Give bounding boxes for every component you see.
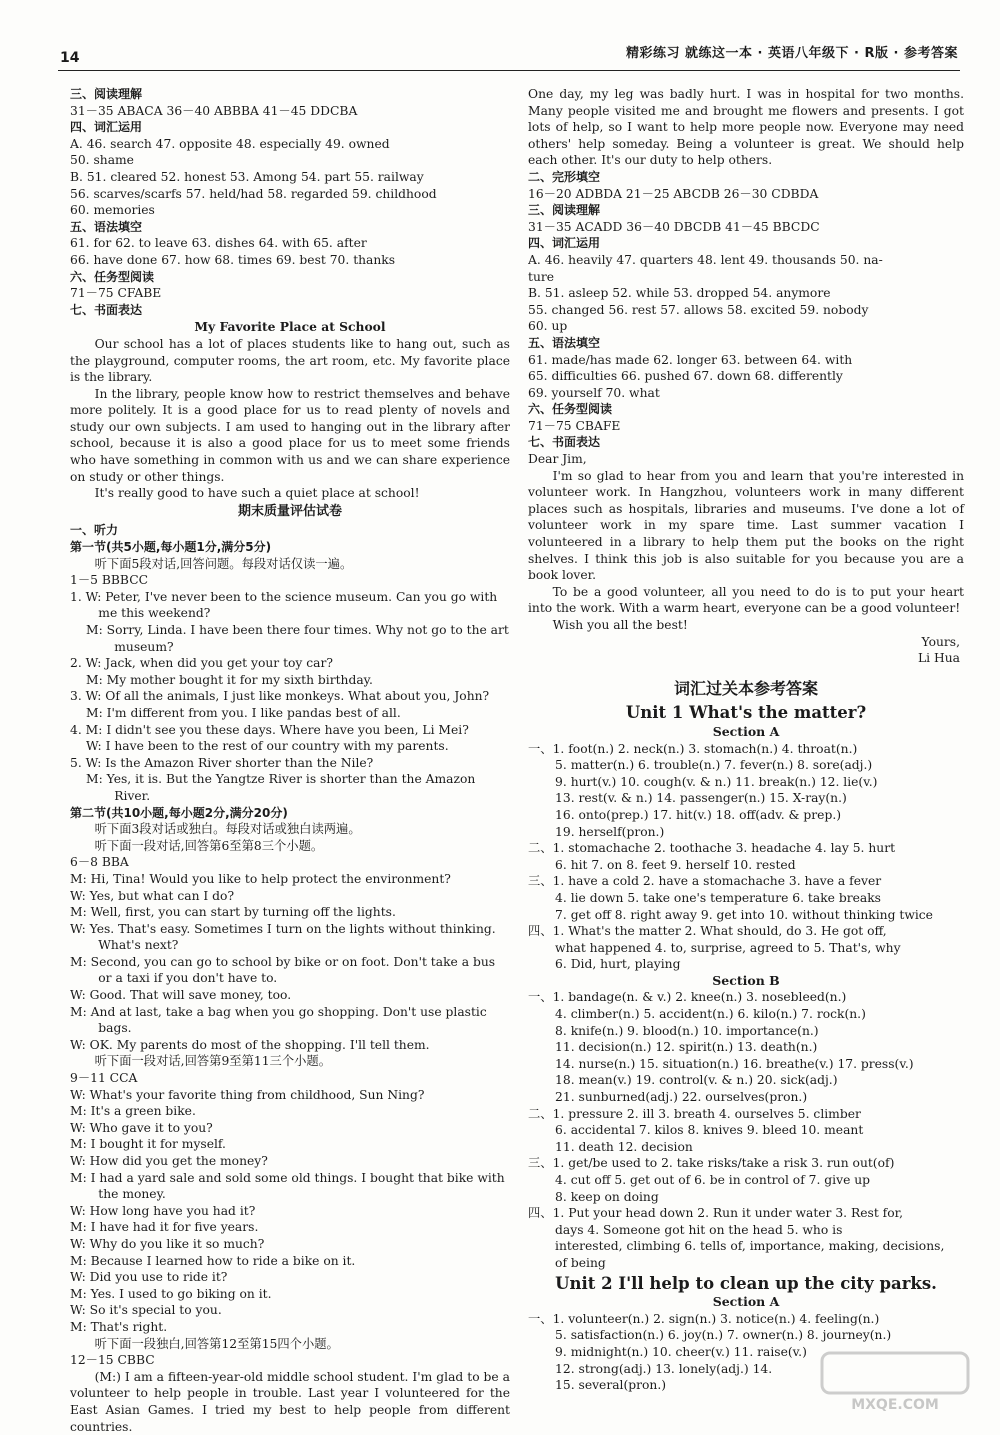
answer-line: A. 46. search 47. opposite 48. especially 49. owned — [70, 136, 390, 151]
dialog-text: Yes. That's easy. Sometimes I turn on the lights without thinking. What's next? — [89, 921, 496, 953]
answer-line: days 4. Someone got hit on the head 5. who is — [555, 1222, 843, 1237]
dialog-line — [70, 1286, 510, 1303]
answer-line: 四、1. What's the matter 2. What should, do 3. He got off, — [528, 924, 887, 939]
instruction: 听下面一段对话,回答第6至第8三个小题。 — [94, 838, 324, 853]
answer-line: 12－15 CBBC — [70, 1353, 155, 1368]
dialog-line — [70, 1319, 510, 1336]
dialog-line — [70, 1103, 510, 1120]
answer-line: 一、1. volunteer(n.) 2. sign(n.) 3. notice(n.) 4. feeling(n.) — [528, 1311, 880, 1326]
vocab-answers-title: 词汇过关本参考答案 — [673, 678, 818, 698]
dialog-line — [70, 655, 510, 672]
section-heading: 二、完形填空 — [528, 169, 601, 184]
letter-greeting: Dear Jim, — [528, 452, 587, 467]
speaker-label: M: — [70, 1137, 87, 1152]
answer-line: 4. climber(n.) 5. accident(n.) 6. kilo(n.) 7. rock(n.) — [555, 1007, 866, 1022]
letter-signature: Li Hua — [918, 651, 960, 666]
letter-paragraph: I'm so glad to hear from you and learn that you're interested in volunteer work. In Hangzhou, volunteers work in many different places such as hospitals, libraries and museums. I've done a lot of volunteer work in my spare time. Last summer vacation I volunteered in a library to help them put the books on the right shelves. I think this job is also suitable for you because you are a book lover. — [528, 468, 964, 583]
dialog-text: How long have you had it? — [89, 1203, 256, 1218]
essay-paragraph: Our school has a lot of places students like to hang out, such as the playground, computer rooms, the art room, etc. My favorite place is the library. — [70, 336, 510, 385]
speaker-label: M: — [70, 1004, 87, 1019]
dialog-line — [70, 771, 510, 804]
answer-line: 6－8 BBA — [70, 855, 129, 870]
dialog-line — [70, 672, 510, 689]
answer-line: 9－11 CCA — [70, 1071, 138, 1086]
dialog-text: I bought it for myself. — [90, 1137, 226, 1152]
letter-closing: Yours, — [921, 634, 960, 649]
dialog-text: Peter, I've never been to the science museum. Can you go with me this weekend? — [98, 589, 498, 621]
instruction: 听下面一段对话,回答第9至第11三个小题。 — [94, 1054, 332, 1069]
dialog-text: Of all the animals, I just like monkeys. What about you, John? — [105, 689, 490, 704]
dialog-line — [70, 1302, 510, 1319]
answer-line: 4. lie down 5. take one's temperature 6. take breaks — [555, 890, 881, 905]
dialog-line — [70, 987, 510, 1004]
dialog-line — [70, 1120, 510, 1137]
section-title: Section A — [712, 1294, 780, 1310]
dialog-text: Yes, but what can I do? — [89, 888, 235, 903]
dialog-line — [70, 1004, 510, 1037]
instruction: 听下面3段对话或独白。每段对话或独白读两遍。 — [94, 822, 361, 837]
header-rule — [58, 70, 960, 71]
instruction: 听下面一段独白,回答第12至第15四个小题。 — [94, 1336, 339, 1351]
essay-paragraph: It's really good to have such a quiet place at school! — [94, 486, 420, 501]
answer-line: 4. cut off 5. get out of 6. be in control of 7. give up — [555, 1173, 871, 1187]
answer-line: 5. matter(n.) 6. trouble(n.) 7. fever(n.) 8. sore(adj.) — [555, 758, 873, 773]
answer-line: 65. difficulties 66. pushed 67. down 68. differently — [528, 369, 843, 384]
speaker-label: M: — [70, 1319, 87, 1334]
answer-line: 16. onto(prep.) 17. hit(v.) 18. off(adv. & prep.) — [555, 807, 842, 822]
speaker-label: M: — [70, 1104, 87, 1119]
letter-paragraph: Wish you all the best! — [552, 618, 688, 632]
answer-line: 66. have done 67. how 68. times 69. best 70. thanks — [70, 252, 396, 267]
answer-line: 5. satisfaction(n.) 6. joy(n.) 7. owner(n.) 8. journey(n.) — [555, 1328, 892, 1343]
speaker-label: W: — [70, 921, 86, 936]
dialog-line — [70, 954, 510, 987]
speaker-label: M: — [70, 1253, 87, 1268]
dialog-text: Hi, Tina! Would you like to help protect the environment? — [90, 871, 451, 886]
dialog-line — [70, 738, 510, 755]
dialog-line — [70, 904, 510, 921]
dialog-line — [70, 1236, 510, 1253]
dialog-line — [70, 921, 510, 954]
dialog-line — [70, 1087, 510, 1104]
dialog-text: Second, you can go to school by bike or on foot. Don't take a bus or a taxi if you don't have to. — [90, 954, 496, 986]
answer-line: B. 51. cleared 52. honest 53. Among 54. part 55. railway — [70, 169, 424, 184]
speaker-label: M: — [70, 1220, 87, 1235]
dialog-text: It's a green bike. — [90, 1104, 196, 1119]
dialog-line — [70, 589, 510, 622]
dialog-text: I'm different from you. I like pandas best of all. — [106, 705, 401, 720]
essay-title: My Favorite Place at School — [194, 319, 386, 335]
dialog-text: How did you get the money? — [89, 1154, 268, 1168]
answer-line: B. 51. asleep 52. while 53. dropped 54. anymore — [528, 286, 831, 301]
answer-line: 61. made/has made 62. longer 63. between 64. with — [528, 352, 853, 367]
answer-line: 71－75 CFABE — [70, 286, 162, 301]
answer-line: 31－35 ACADD 36－40 DBCDB 41－45 BBCDC — [528, 219, 820, 234]
essay-paragraph: In the library, people know how to restrict themselves and behave more politely. It is a good place for us to read plenty of novels and study our own subjects. I am used to hanging out in the library after school, because it is also a good place for us to meet some friends who have something in common with us and we can share experience on study or other things. — [70, 386, 510, 484]
section-heading: 五、语法填空 — [70, 219, 143, 234]
speaker-label: M: — [85, 623, 103, 637]
answer-line: of being — [555, 1255, 606, 1270]
dialog-list-6-8 — [70, 871, 510, 1054]
answer-line: 二、1. stomachache 2. toothache 3. headache 4. lay 5. hurt — [528, 841, 896, 856]
vocab-answers — [70, 136, 510, 219]
unit1-section-a-answers — [528, 741, 964, 973]
section-heading: 六、任务型阅读 — [528, 402, 613, 417]
section-heading: 四、词汇运用 — [70, 120, 143, 135]
answer-line: 16－20 ADBDA 21－25 ABCDB 26－30 CDBDA — [528, 186, 819, 201]
answer-line: 1－5 BBBCC — [70, 573, 149, 588]
answer-line: 8. knife(n.) 9. blood(n.) 10. importance(n.) — [555, 1023, 819, 1038]
part-heading: 第二节(共10小题,每小题2分,满分20分) — [70, 805, 288, 820]
dialog-line — [70, 755, 510, 772]
dialog-text: I have had it for five years. — [90, 1220, 259, 1235]
exam-title: 期末质量评估试卷 — [237, 503, 342, 519]
dialog-text: My mother bought it for my sixth birthday. — [106, 672, 373, 687]
speaker-label: W: — [70, 1154, 86, 1168]
section-heading: 五、语法填空 — [528, 335, 601, 350]
speaker-label: W: — [70, 1087, 86, 1102]
answer-line: 60. up — [528, 319, 568, 334]
answer-line: 56. scarves/scarfs 57. held/had 58. regarded 59. childhood — [70, 186, 437, 201]
answer-line: 7. get off 8. right away 9. get into 10. without thinking twice — [555, 907, 933, 922]
speaker-label: W: — [70, 1270, 86, 1285]
speaker-label: W: — [70, 1037, 86, 1052]
unit-title: Unit 1 What's the matter? — [625, 703, 867, 723]
speaker-label: M: — [70, 905, 87, 920]
dialog-text: Did you use to ride it? — [89, 1270, 228, 1285]
answer-line: 8. keep on doing — [555, 1189, 659, 1204]
speaker-label: 4. M: — [70, 722, 103, 737]
answer-line: 四、1. Put your head down 2. Run it under water 3. Rest for, — [528, 1206, 904, 1221]
speaker-label: 1. W: — [70, 589, 102, 604]
speaker-label: 5. W: — [70, 755, 102, 770]
dialog-line — [70, 1170, 510, 1203]
section-title: Section A — [712, 723, 780, 739]
dialog-line — [70, 1219, 510, 1236]
dialog-text: Yes. I used to go biking on it. — [90, 1286, 272, 1301]
monologue: (M:) I am a fifteen-year-old middle school student. I'm glad to be a volunteer to help people in trouble. Last year I volunteered for the East Asian Games. I tried my best to help people from different countries. — [70, 1369, 510, 1434]
letter-paragraph: To be a good volunteer, all you need to do is to put your heart into the work. With a warm heart, everyone can be a good volunteer! — [528, 584, 964, 616]
section-heading: 七、书面表达 — [70, 302, 143, 317]
dialog-list-1-5 — [70, 589, 510, 805]
dialog-line — [70, 1153, 510, 1170]
dialog-text: Yes, it is. But the Yangtze River is shorter than the Amazon River. — [106, 772, 476, 803]
answer-line: interested, climbing 6. tells of, importance, making, decisions, — [555, 1239, 945, 1254]
section-title: Section B — [712, 972, 780, 988]
section-heading: 三、阅读理解 — [528, 203, 601, 218]
speaker-label: 2. W: — [70, 656, 102, 671]
right-column — [528, 86, 964, 1394]
dialog-text: Jack, when did you get your toy car? — [105, 656, 333, 671]
dialog-line — [70, 722, 510, 739]
answer-line: 一、1. bandage(n. & v.) 2. knee(n.) 3. nosebleed(n.) — [528, 990, 847, 1005]
speaker-label: W: — [70, 1203, 86, 1218]
answer-line: 21. sunburned(adj.) 22. ourselves(pron.) — [555, 1090, 808, 1105]
answer-line: 11. death 12. decision — [555, 1139, 693, 1154]
dialog-list-9-11 — [70, 1087, 510, 1336]
dialog-text: I had a yard sale and sold some old things. I bought that bike with the money. — [90, 1170, 505, 1202]
dialog-text: So it's special to you. — [89, 1303, 222, 1318]
dialog-line — [70, 1037, 510, 1054]
answer-line: 15. several(pron.) — [555, 1378, 667, 1393]
answer-line: 12. strong(adj.) 13. lonely(adj.) 14. — [555, 1361, 773, 1376]
speaker-label: 3. W: — [70, 689, 102, 704]
speaker-label: M: — [70, 954, 87, 969]
dialog-text: Well, first, you can start by turning off the lights. — [90, 905, 396, 920]
dialog-text: I didn't see you these days. Where have you been, Li Mei? — [106, 722, 469, 737]
speaker-label: W: — [70, 1303, 86, 1318]
answer-line: 71－75 CBAFE — [528, 418, 621, 433]
section-heading: 一、听力 — [70, 523, 119, 538]
dialog-line — [70, 1269, 510, 1286]
speaker-label: M: — [85, 772, 103, 787]
answer-line: 6. hit 7. on 8. feet 9. herself 10. rested — [555, 857, 796, 872]
answer-line: 60. memories — [70, 203, 155, 218]
speaker-label: M: — [70, 1170, 87, 1185]
left-column — [70, 86, 510, 1435]
answer-line: 6. accidental 7. kilos 8. knives 9. bleed 10. meant — [555, 1123, 864, 1138]
answer-line: 三、1. get/be used to 2. take risks/take a risk 3. run out(of) — [528, 1156, 895, 1171]
dialog-text: Who gave it to you? — [89, 1120, 213, 1135]
speaker-label: W: — [70, 1236, 86, 1251]
answer-line: 50. shame — [70, 153, 134, 168]
answer-line: 6. Did, hurt, playing — [555, 957, 681, 972]
dialog-line — [70, 1253, 510, 1270]
answer-line: 二、1. pressure 2. ill 3. breath 4. ourselves 5. climber — [528, 1106, 861, 1121]
dialog-line — [70, 1136, 510, 1153]
answer-line: 三、1. have a cold 2. have a stomachache 3. have a fever — [528, 874, 882, 889]
dialog-line — [70, 705, 510, 722]
answer-line: 9. hurt(v.) 10. cough(v. & n.) 11. break(n.) 12. lie(v.) — [555, 774, 878, 789]
speaker-label: M: — [70, 1286, 87, 1301]
answer-line: 19. herself(pron.) — [555, 824, 665, 839]
answer-line: ture — [528, 269, 555, 284]
answer-line: 9. midnight(n.) 10. cheer(v.) 11. raise(v.) — [555, 1344, 807, 1359]
section-heading: 三、阅读理解 — [70, 87, 143, 101]
dialog-line — [70, 688, 510, 705]
dialog-text: Is the Amazon River shorter than the Nile? — [105, 755, 374, 770]
answer-line: what happened 4. to, surprise, agreed to 5. That's, why — [555, 940, 901, 955]
monologue-continued: One day, my leg was badly hurt. I was in hospital for two months. Many people visited me and brought me flowers and presents. I got lots of help, so I want to help more people now. Everyone may need others' help someday. Being a volunteer is great. We should help each other. It's our duty to help others. — [528, 87, 964, 168]
dialog-text: Good. That will save money, too. — [89, 988, 292, 1003]
speaker-label: W: — [70, 1120, 86, 1135]
answer-line: 61. for 62. to leave 63. dishes 64. with 65. after — [70, 236, 367, 251]
dialog-text: I have been to the rest of our country with my parents. — [105, 739, 449, 754]
speaker-label: M: — [85, 705, 103, 720]
dialog-text: Sorry, Linda. I have been there four times. Why not go to the art museum? — [106, 623, 509, 654]
dialog-text: Because I learned how to ride a bike on it. — [90, 1253, 356, 1268]
part-heading: 第一节(共5小题,每小题1分,满分5分) — [70, 540, 272, 555]
answer-line: 14. nurse(n.) 15. situation(n.) 16. breathe(v.) 17. press(v.) — [555, 1056, 914, 1071]
answer-line: 55. changed 56. rest 57. allows 58. excited 59. nobody — [528, 302, 869, 317]
dialog-text: Why do you like it so much? — [89, 1236, 265, 1251]
answer-line: 一、1. foot(n.) 2. neck(n.) 3. stomach(n.) 4. throat(n.) — [528, 741, 858, 756]
answer-line: 18. mean(v.) 19. control(v. & n.) 20. sick(adj.) — [555, 1073, 838, 1088]
watermark-logo — [820, 1351, 970, 1415]
speaker-label: M: — [85, 672, 103, 687]
speaker-label: W: — [70, 988, 86, 1003]
dialog-line — [70, 622, 510, 655]
answer-line: 13. rest(v. & n.) 14. passenger(n.) 15. X-ray(n.) — [555, 791, 847, 806]
unit1-section-b-answers — [528, 989, 964, 1271]
speaker-label: M: — [70, 871, 87, 886]
instruction: 听下面5段对话,回答问题。每段对话仅读一遍。 — [94, 556, 353, 571]
answer-line: A. 46. heavily 47. quarters 48. lent 49. thousands 50. na- — [528, 252, 883, 267]
dialog-text: OK. My parents do most of the shopping. I'll tell them. — [89, 1037, 430, 1052]
answer-line: 31－35 ABACA 36－40 ABBBA 41－45 DDCBA — [70, 103, 358, 118]
dialog-text: What's your favorite thing from childhood, Sun Ning? — [89, 1087, 425, 1102]
unit-title: Unit 2 I'll help to clean up the city parks. — [555, 1273, 937, 1293]
dialog-line — [70, 1203, 510, 1220]
running-header: 精彩练习 就练这一本 · 英语八年级下 · R版 · 参考答案 — [625, 46, 958, 61]
dialog-line — [70, 888, 510, 905]
dialog-text: And at last, take a bag when you go shopping. Don't use plastic bags. — [90, 1004, 487, 1036]
watermark-text: MXQE.COM — [851, 1397, 939, 1413]
dialog-text: That's right. — [90, 1319, 168, 1334]
speaker-label: W: — [85, 739, 102, 754]
answer-line: 11. decision(n.) 12. spirit(n.) 13. death(n.) — [555, 1040, 818, 1055]
section-heading: 六、任务型阅读 — [70, 269, 155, 284]
speaker-label: W: — [70, 888, 86, 903]
section-heading: 七、书面表达 — [528, 435, 601, 450]
dialog-line — [70, 871, 510, 888]
section-heading: 四、词汇运用 — [528, 236, 601, 251]
answer-line: 69. yourself 70. what — [528, 385, 660, 400]
page-number: 14 — [60, 50, 80, 66]
